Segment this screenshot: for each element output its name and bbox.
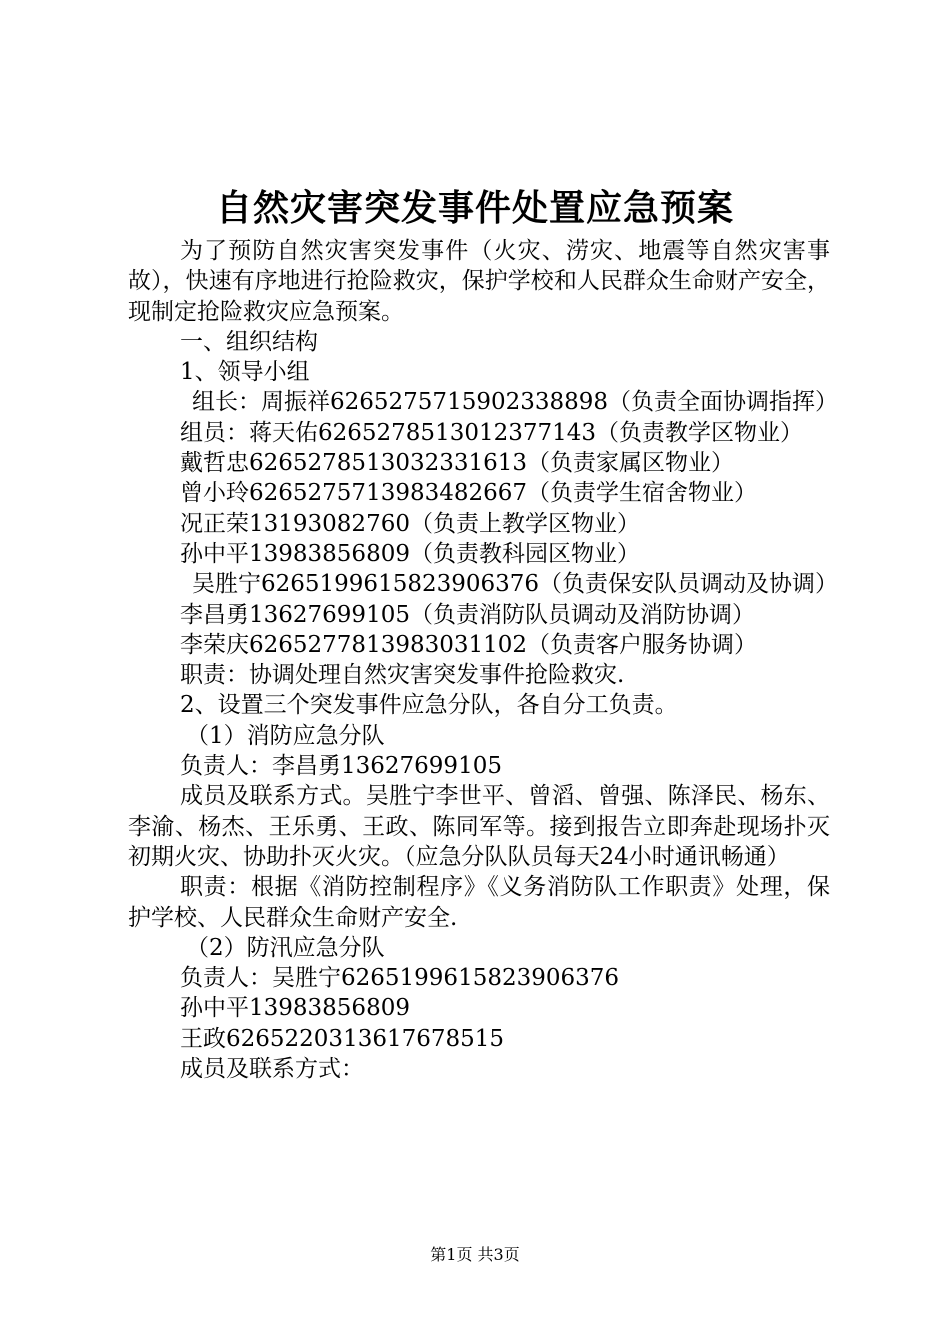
subsection-heading-leadership: 1、领导小组 <box>180 359 310 386</box>
team-heading-fire: （1）消防应急分队 <box>186 722 385 749</box>
document-body <box>128 236 839 1084</box>
member-line: 戴哲忠6265278513032331613（负责家属区物业） <box>180 450 735 477</box>
member-line: 孙中平13983856809（负责教科园区物业） <box>180 540 640 567</box>
team-heading-flood: （2）防汛应急分队 <box>186 934 385 961</box>
member-line: 李昌勇13627699105（负责消防队员调动及消防协调） <box>180 601 755 628</box>
member-line: 李荣庆6265277813983031102（负责客户服务协调） <box>180 631 758 658</box>
team-lead-line: 负责人：吴胜宁6265199615823906376 <box>180 965 620 992</box>
intro-paragraph: 为了预防自然灾害突发事件（火灾、涝灾、地震等自然灾害事故），快速有序地进行抢险救灾，保护学校和人民群众生命财产安全，现制定抢险救灾应急预案。 <box>128 238 830 325</box>
member-line: 况正荣13193082760（负责上教学区物业） <box>180 510 640 537</box>
document-title: 自然灾害突发事件处置应急预案 <box>215 187 734 229</box>
team-duty-paragraph: 职责：根据《消防控制程序》《义务消防队工作职责》处理，保护学校、人民群众生命财产安全. <box>128 874 830 931</box>
member-line: 组员：蒋天佑6265278513012377143（负责教学区物业） <box>180 419 804 446</box>
leader-line: 组长：周振祥6265275715902338898（负责全面协调指挥） <box>192 389 839 416</box>
team-member-line: 王政6265220313617678515 <box>180 1025 505 1052</box>
section-heading-organization: 一、组织结构 <box>180 328 318 355</box>
member-line: 吴胜宁6265199615823906376（负责保安队员调动及协调） <box>192 571 839 598</box>
team-member-line: 孙中平13983856809 <box>180 995 410 1022</box>
member-line: 曾小玲6265275713983482667（负责学生宿舍物业） <box>180 480 758 507</box>
team-lead-line: 负责人：李昌勇13627699105 <box>180 753 502 780</box>
team-members-paragraph: 成员及联系方式。吴胜宁李世平、曾滔、曾强、陈泽民、杨东、李渝、杨杰、王乐勇、王政、陈同军等。接到报告立即奔赴现场扑灭初期火灾、协助扑灭火灾。（应急分队队员每天24小时通讯畅通） <box>128 783 830 870</box>
subsection-heading-teams: 2、设置三个突发事件应急分队，各自分工负责。 <box>180 692 678 719</box>
page-footer: 第1页 共3页 <box>430 1245 520 1264</box>
duty-line: 职责：协调处理自然灾害突发事件抢险救灾. <box>180 662 625 689</box>
team-members-label: 成员及联系方式： <box>180 1056 364 1083</box>
